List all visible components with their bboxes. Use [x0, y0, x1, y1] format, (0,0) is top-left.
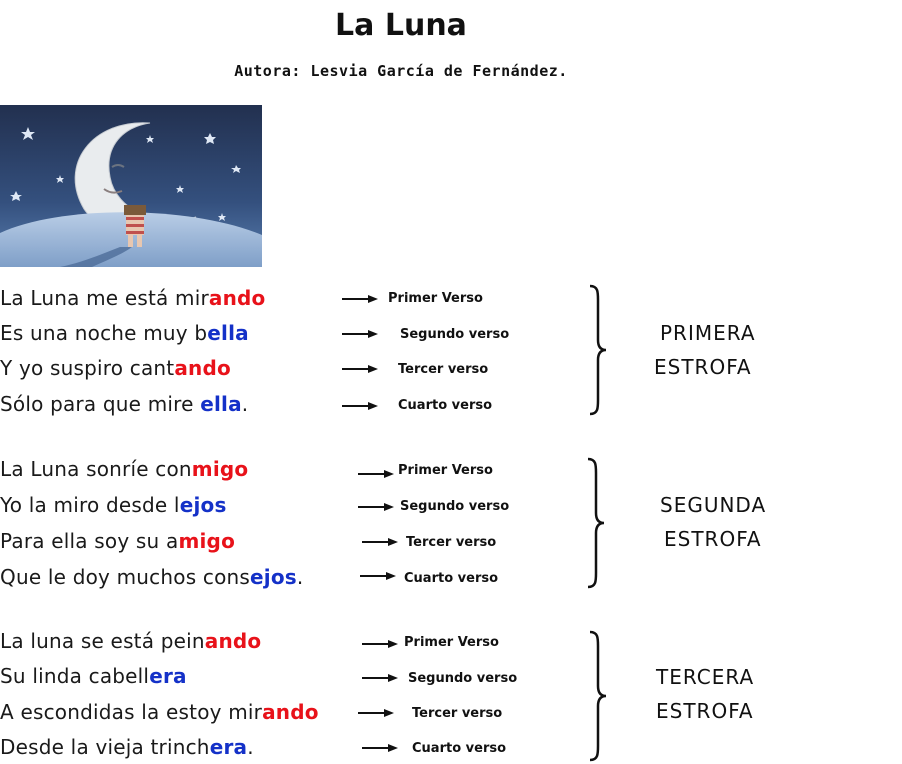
verse-line: Que le doy muchos consejos. — [0, 565, 304, 589]
stanza-label: SEGUNDA ESTROFA — [660, 493, 767, 551]
arrow-right-icon — [362, 743, 398, 753]
verse-label: Primer Verso — [398, 463, 493, 478]
arrow-right-icon — [362, 673, 398, 683]
stanza-label: TERCERA ESTROFA — [656, 665, 755, 723]
brace-icon — [586, 457, 606, 589]
verse-line: La luna se está peinando — [0, 629, 262, 653]
arrow-right-icon — [358, 469, 394, 479]
verse-label: Tercer verso — [398, 362, 489, 377]
verse-line: Es una noche muy bella — [0, 321, 249, 345]
verse-line: Yo la miro desde lejos — [0, 493, 227, 517]
brace-icon — [588, 630, 608, 762]
verse-label: Tercer verso — [412, 706, 503, 721]
arrow-right-icon — [362, 537, 398, 547]
verse-line: A escondidas la estoy mirando — [0, 700, 319, 724]
arrow-right-icon — [362, 639, 398, 649]
verse-label: Cuarto verso — [412, 741, 507, 756]
verse-label: Cuarto verso — [404, 571, 499, 586]
verse-label: Segundo verso — [400, 499, 510, 514]
verse-label: Tercer verso — [406, 535, 497, 550]
verse-line: Desde la vieja trinchera. — [0, 735, 254, 759]
verse-line: Sólo para que mire ella. — [0, 392, 249, 416]
verse-label: Segundo verso — [400, 327, 510, 342]
arrow-right-icon — [342, 294, 378, 304]
verse-label: Cuarto verso — [398, 398, 493, 413]
arrow-right-icon — [358, 502, 394, 512]
verse-label: Segundo verso — [408, 671, 518, 686]
arrow-right-icon — [358, 708, 394, 718]
moon-illustration-icon — [0, 105, 262, 267]
verse-label: Primer Verso — [388, 291, 483, 306]
arrow-right-icon — [342, 364, 378, 374]
verse-label: Primer Verso — [404, 635, 499, 650]
brace-icon — [588, 284, 608, 416]
page-title: La Luna — [335, 8, 467, 43]
verse-line: Su linda cabellera — [0, 664, 187, 688]
stanza-label: PRIMERA ESTROFA — [654, 321, 756, 379]
arrow-right-icon — [342, 329, 378, 339]
verse-line: La Luna me está mirando — [0, 286, 266, 310]
arrow-right-icon — [360, 571, 396, 581]
verse-line: Y yo suspiro cantando — [0, 356, 231, 380]
verse-line: Para ella soy su amigo — [0, 529, 236, 553]
verse-line: La Luna sonríe conmigo — [0, 457, 249, 481]
author-line: Autora: Lesvia García de Fernández. — [234, 62, 568, 80]
arrow-right-icon — [342, 401, 378, 411]
